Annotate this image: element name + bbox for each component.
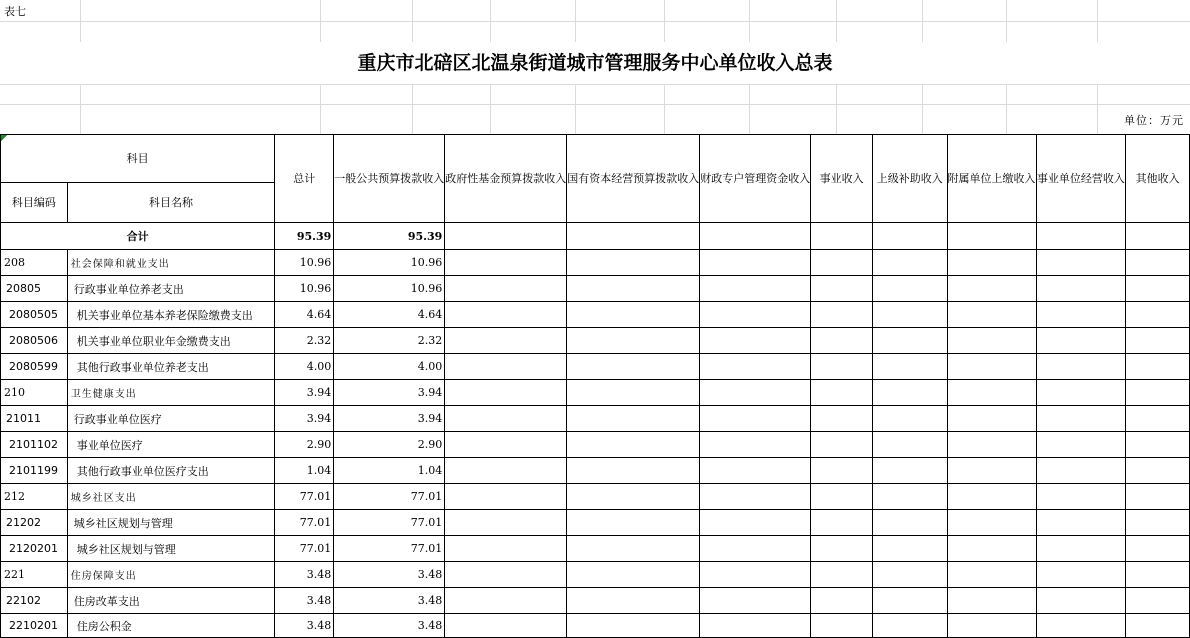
row-code-text: 2080599 [9, 360, 58, 373]
empty-cell [567, 562, 700, 588]
row-name-text: 事业单位医疗 [76, 438, 143, 452]
empty-cell [700, 614, 811, 638]
header-affiliated-turnin: 附属单位上缴收入 [947, 135, 1036, 223]
row-total [275, 250, 334, 276]
row-name-text: 行政事业单位养老支出 [73, 282, 184, 296]
row-general-budget-text: 77.01 [410, 490, 443, 503]
empty-cell [872, 458, 947, 484]
empty-cell [811, 562, 873, 588]
row-total [275, 380, 334, 406]
row-general-budget-text: 10.96 [410, 256, 443, 269]
empty-cell [811, 380, 873, 406]
row-name [67, 380, 274, 406]
empty-cell [1036, 614, 1126, 638]
gridline [0, 21, 1190, 22]
table-row [1, 614, 1190, 638]
row-code [1, 250, 68, 276]
empty-cell [811, 458, 873, 484]
empty-cell [567, 250, 700, 276]
empty-cell [567, 484, 700, 510]
table-row [1, 510, 1190, 536]
empty-cell [445, 276, 567, 302]
row-code-text: 2080505 [9, 308, 58, 321]
empty-cell [1036, 562, 1126, 588]
row-name-text: 城乡社区规划与管理 [76, 542, 176, 556]
row-general-budget-text: 77.01 [410, 542, 443, 555]
header-gov-fund: 政府性基金预算拨款收入 [445, 135, 567, 223]
row-general-budget-text: 3.94 [417, 412, 443, 425]
header-special-account: 财政专户管理资金收入 [700, 135, 811, 223]
row-name [67, 536, 274, 562]
empty-cell [1126, 588, 1190, 614]
row-general-budget [334, 562, 445, 588]
empty-cell [567, 432, 700, 458]
row-name [67, 614, 274, 638]
table-row [1, 536, 1190, 562]
row-name-text: 住房改革支出 [73, 594, 140, 608]
empty-cell [811, 406, 873, 432]
row-code [1, 328, 68, 354]
row-code [1, 354, 68, 380]
empty-cell [947, 354, 1036, 380]
empty-cell [700, 250, 811, 276]
row-code [1, 432, 68, 458]
empty-cell [947, 223, 1036, 250]
row-total-text: 3.48 [306, 594, 332, 607]
empty-cell [811, 302, 873, 328]
row-general-budget-text: 3.48 [417, 568, 443, 581]
row-name [67, 484, 274, 510]
row-code-text: 2101199 [9, 464, 58, 477]
empty-cell [567, 223, 700, 250]
empty-cell [872, 614, 947, 638]
row-general-budget-text: 77.01 [410, 516, 443, 529]
empty-cell [700, 223, 811, 250]
gridline [0, 104, 1190, 105]
empty-cell [1036, 588, 1126, 614]
table-row [1, 562, 1190, 588]
row-total [275, 536, 334, 562]
empty-cell [947, 328, 1036, 354]
empty-cell [872, 536, 947, 562]
empty-cell [1036, 458, 1126, 484]
header-operating-income: 事业单位经营收入 [1036, 135, 1126, 223]
row-general-budget [334, 276, 445, 302]
row-code-text: 22102 [6, 594, 41, 607]
row-general-budget [334, 250, 445, 276]
row-general-budget [334, 614, 445, 638]
empty-cell [700, 276, 811, 302]
row-general-budget-text: 2.90 [417, 438, 443, 451]
empty-cell [1126, 354, 1190, 380]
empty-cell [872, 354, 947, 380]
row-name-text: 机关事业单位基本养老保险缴费支出 [76, 308, 253, 322]
empty-cell [1036, 510, 1126, 536]
empty-cell [872, 562, 947, 588]
empty-cell [700, 432, 811, 458]
empty-cell [567, 354, 700, 380]
empty-cell [700, 484, 811, 510]
empty-cell [872, 484, 947, 510]
row-total [275, 354, 334, 380]
row-general-budget-text: 4.00 [417, 360, 443, 373]
row-name-text: 其他行政事业单位养老支出 [76, 360, 209, 374]
summary-label: 合计 [1, 223, 275, 250]
row-name [67, 302, 274, 328]
row-name-text: 住房保障支出 [70, 571, 137, 582]
row-name-text: 卫生健康支出 [70, 389, 137, 400]
row-total [275, 458, 334, 484]
row-name [67, 328, 274, 354]
row-code-text: 2210201 [9, 619, 58, 632]
empty-cell [445, 406, 567, 432]
empty-cell [872, 588, 947, 614]
empty-cell [947, 250, 1036, 276]
empty-cell [445, 223, 567, 250]
row-code [1, 562, 68, 588]
empty-cell [1126, 406, 1190, 432]
empty-cell [947, 380, 1036, 406]
empty-cell [1036, 328, 1126, 354]
empty-cell [1036, 250, 1126, 276]
header-general-budget: 一般公共预算拨款收入 [334, 135, 445, 223]
empty-cell [567, 302, 700, 328]
row-code-text: 2080506 [9, 334, 58, 347]
empty-cell [1126, 614, 1190, 638]
empty-cell [811, 484, 873, 510]
row-total [275, 484, 334, 510]
header-superior-subsidy: 上级补助收入 [872, 135, 947, 223]
empty-cell [1126, 432, 1190, 458]
empty-cell [947, 588, 1036, 614]
row-total [275, 614, 334, 638]
row-total [275, 510, 334, 536]
row-general-budget [334, 302, 445, 328]
table-row [1, 302, 1190, 328]
empty-cell [567, 614, 700, 638]
empty-cell [947, 562, 1036, 588]
table-row [1, 276, 1190, 302]
empty-cell [811, 588, 873, 614]
row-total [275, 276, 334, 302]
row-code [1, 458, 68, 484]
empty-cell [700, 458, 811, 484]
income-table [0, 134, 1190, 638]
row-name [67, 354, 274, 380]
empty-cell [445, 458, 567, 484]
empty-cell [445, 510, 567, 536]
row-name [67, 406, 274, 432]
row-name-text: 城乡社区支出 [70, 493, 137, 504]
row-code-text: 212 [4, 490, 25, 503]
empty-cell [947, 458, 1036, 484]
empty-cell [700, 510, 811, 536]
empty-cell [1126, 484, 1190, 510]
empty-cell [1036, 432, 1126, 458]
empty-cell [872, 302, 947, 328]
empty-cell [872, 223, 947, 250]
table-row [1, 484, 1190, 510]
empty-cell [872, 250, 947, 276]
empty-cell [1126, 223, 1190, 250]
empty-cell [1126, 380, 1190, 406]
summary-total: 95.39 [275, 223, 334, 250]
row-name [67, 510, 274, 536]
row-code [1, 614, 68, 638]
empty-cell [445, 328, 567, 354]
row-total [275, 406, 334, 432]
row-general-budget [334, 354, 445, 380]
row-name [67, 432, 274, 458]
empty-cell [445, 380, 567, 406]
row-name [67, 458, 274, 484]
row-code [1, 406, 68, 432]
row-total-text: 1.04 [306, 464, 332, 477]
row-name [67, 250, 274, 276]
empty-cell [1036, 302, 1126, 328]
summary-row [1, 223, 1190, 250]
empty-cell [811, 510, 873, 536]
row-total-text: 77.01 [299, 490, 332, 503]
empty-cell [811, 432, 873, 458]
empty-cell [1126, 276, 1190, 302]
row-total [275, 328, 334, 354]
empty-cell [811, 614, 873, 638]
row-general-budget [334, 536, 445, 562]
header-other-income: 其他收入 [1126, 135, 1190, 223]
row-code [1, 510, 68, 536]
empty-cell [700, 328, 811, 354]
row-total-text: 77.01 [299, 516, 332, 529]
empty-cell [567, 536, 700, 562]
empty-cell [1036, 223, 1126, 250]
empty-cell [1036, 536, 1126, 562]
summary-general-budget: 95.39 [334, 223, 445, 250]
header-total: 总计 [275, 135, 334, 223]
row-general-budget-text: 10.96 [410, 282, 443, 295]
table-row [1, 354, 1190, 380]
row-code [1, 536, 68, 562]
empty-cell [872, 406, 947, 432]
empty-cell [567, 328, 700, 354]
empty-cell [947, 406, 1036, 432]
page-title: 重庆市北碚区北温泉街道城市管理服务中心单位收入总表 [357, 52, 833, 74]
row-code-text: 21011 [6, 412, 41, 425]
row-total [275, 302, 334, 328]
table-row [1, 250, 1190, 276]
empty-cell [1126, 250, 1190, 276]
empty-cell [1036, 406, 1126, 432]
row-total [275, 588, 334, 614]
empty-cell [445, 302, 567, 328]
table-row [1, 328, 1190, 354]
empty-cell [1126, 458, 1190, 484]
empty-cell [445, 614, 567, 638]
row-name-text: 机关事业单位职业年金缴费支出 [76, 334, 231, 348]
row-total-text: 2.32 [306, 334, 332, 347]
row-total-text: 2.90 [306, 438, 332, 451]
unit-label: 单位：万元 [1124, 114, 1184, 127]
empty-cell [1126, 536, 1190, 562]
empty-cell [567, 588, 700, 614]
empty-cell [947, 276, 1036, 302]
gridline [0, 84, 1190, 85]
row-general-budget-text: 3.48 [417, 594, 443, 607]
empty-cell [445, 432, 567, 458]
row-general-budget-text: 3.48 [417, 619, 443, 632]
empty-cell [1126, 562, 1190, 588]
row-name-text: 其他行政事业单位医疗支出 [76, 464, 209, 478]
empty-cell [567, 276, 700, 302]
header-name: 科目名称 [67, 183, 274, 223]
empty-cell [1036, 276, 1126, 302]
row-total-text: 3.48 [306, 619, 332, 632]
row-general-budget-text: 3.94 [417, 386, 443, 399]
empty-cell [445, 588, 567, 614]
empty-cell [445, 536, 567, 562]
empty-cell [700, 562, 811, 588]
table-row [1, 432, 1190, 458]
empty-cell [1036, 354, 1126, 380]
row-code [1, 484, 68, 510]
row-code [1, 380, 68, 406]
row-general-budget [334, 484, 445, 510]
empty-cell [445, 250, 567, 276]
row-total-text: 4.00 [306, 360, 332, 373]
empty-cell [445, 562, 567, 588]
empty-cell [1126, 328, 1190, 354]
empty-cell [1126, 510, 1190, 536]
empty-cell [947, 536, 1036, 562]
row-general-budget-text: 4.64 [417, 308, 443, 321]
row-total-text: 4.64 [306, 308, 332, 321]
empty-cell [811, 250, 873, 276]
empty-cell [1036, 484, 1126, 510]
row-general-budget [334, 406, 445, 432]
row-code-text: 2101102 [9, 438, 58, 451]
empty-cell [811, 354, 873, 380]
row-name-text: 行政事业单位医疗 [73, 412, 162, 426]
row-general-budget-text: 2.32 [417, 334, 443, 347]
row-total-text: 10.96 [299, 256, 332, 269]
row-code-text: 210 [4, 386, 25, 399]
empty-cell [1126, 302, 1190, 328]
row-general-budget [334, 510, 445, 536]
row-code-text: 21202 [6, 516, 41, 529]
header-state-capital: 国有资本经营预算拨款收入 [567, 135, 700, 223]
empty-cell [947, 510, 1036, 536]
row-code [1, 302, 68, 328]
header-code: 科目编码 [1, 183, 68, 223]
row-total-text: 3.94 [306, 412, 332, 425]
empty-cell [700, 406, 811, 432]
row-name-text: 社会保障和就业支出 [70, 259, 170, 270]
empty-cell [947, 614, 1036, 638]
header-business-income: 事业收入 [811, 135, 873, 223]
row-code [1, 276, 68, 302]
row-total [275, 432, 334, 458]
row-code-text: 2120201 [9, 542, 58, 555]
empty-cell [567, 458, 700, 484]
empty-cell [700, 588, 811, 614]
empty-cell [700, 536, 811, 562]
table-row [1, 380, 1190, 406]
row-general-budget [334, 328, 445, 354]
row-name [67, 276, 274, 302]
row-total-text: 77.01 [299, 542, 332, 555]
row-total-text: 3.94 [306, 386, 332, 399]
empty-cell [567, 406, 700, 432]
row-code-text: 221 [4, 568, 25, 581]
empty-cell [811, 328, 873, 354]
empty-cell [947, 302, 1036, 328]
empty-cell [811, 276, 873, 302]
row-code-text: 208 [4, 256, 25, 269]
empty-cell [947, 432, 1036, 458]
table-row [1, 406, 1190, 432]
empty-cell [1036, 380, 1126, 406]
row-general-budget [334, 588, 445, 614]
row-total-text: 3.48 [306, 568, 332, 581]
empty-cell [700, 354, 811, 380]
row-name-text: 城乡社区规划与管理 [73, 516, 173, 530]
empty-cell [700, 380, 811, 406]
empty-cell [567, 510, 700, 536]
empty-cell [872, 432, 947, 458]
row-code-text: 20805 [6, 282, 41, 295]
empty-cell [700, 302, 811, 328]
empty-cell [811, 536, 873, 562]
empty-cell [872, 510, 947, 536]
table-row [1, 588, 1190, 614]
row-code [1, 588, 68, 614]
row-total [275, 562, 334, 588]
empty-cell [567, 380, 700, 406]
header-subject: 科目 [1, 135, 275, 183]
empty-cell [872, 328, 947, 354]
row-general-budget [334, 380, 445, 406]
row-general-budget [334, 458, 445, 484]
row-total-text: 10.96 [299, 282, 332, 295]
table-tag: 表七 [4, 5, 26, 18]
empty-cell [445, 354, 567, 380]
empty-cell [947, 484, 1036, 510]
empty-cell [872, 380, 947, 406]
row-general-budget-text: 1.04 [417, 464, 443, 477]
row-name-text: 住房公积金 [76, 619, 132, 633]
table-row [1, 458, 1190, 484]
row-name [67, 562, 274, 588]
empty-cell [445, 484, 567, 510]
row-general-budget [334, 432, 445, 458]
empty-cell [811, 223, 873, 250]
row-name [67, 588, 274, 614]
empty-cell [872, 276, 947, 302]
